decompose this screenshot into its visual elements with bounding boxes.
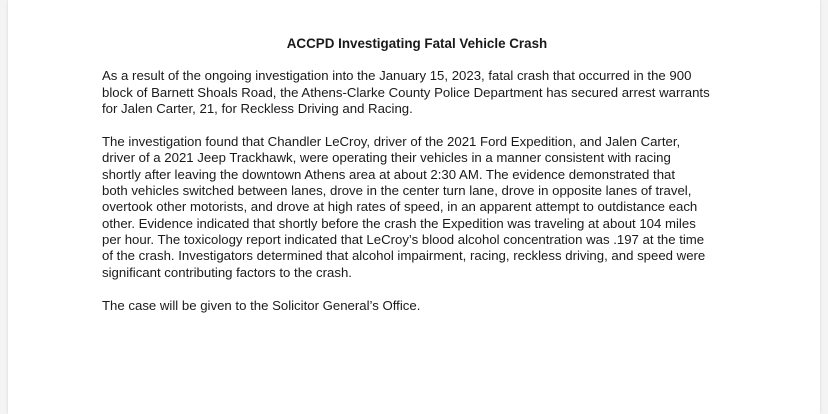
text-line: per hour. The toxicology report indicated that LeCroy’s blood alcohol concentration was .197 at the time <box>102 231 705 247</box>
text-line: of the crash. Investigators determined that alcohol impairment, racing, reckless driving, and speed were <box>102 248 706 264</box>
paragraph-2 <box>102 134 742 281</box>
text-line: overtook other motorists, and drove at high rates of speed, in an apparent attempt to outdistance each <box>102 199 698 215</box>
text-line: driver of a 2021 Jeep Trackhawk, were operating their vehicles in a manner consistent with racing <box>102 150 671 166</box>
document-body <box>102 36 742 331</box>
text-line: both vehicles switched between lanes, drove in the center turn lane, drove in opposite lanes of travel, <box>102 183 692 199</box>
text-line: block of Barnett Shoals Road, the Athens-Clarke County Police Department has secured arrest warrants <box>102 84 710 100</box>
paragraph-3 <box>102 298 742 314</box>
paragraph-1 <box>102 68 742 117</box>
text-line: The case will be given to the Solicitor General’s Office. <box>102 297 421 313</box>
text-line: significant contributing factors to the crash. <box>102 264 352 280</box>
text-line: shortly after leaving the downtown Athens area at about 2:30 AM. The evidence demonstrated that <box>102 166 676 182</box>
text-line: other. Evidence indicated that shortly before the crash the Expedition was traveling at about 104 miles <box>102 215 696 231</box>
text-line: The investigation found that Chandler LeCroy, driver of the 2021 Ford Expedition, and Jalen Carter, <box>102 134 681 150</box>
text-line: for Jalen Carter, 21, for Reckless Driving and Racing. <box>102 100 413 116</box>
document-title: ACCPD Investigating Fatal Vehicle Crash <box>286 36 548 51</box>
document-page <box>8 0 820 414</box>
text-line: As a result of the ongoing investigation into the January 15, 2023, fatal crash that occurred in the 900 <box>102 68 692 84</box>
